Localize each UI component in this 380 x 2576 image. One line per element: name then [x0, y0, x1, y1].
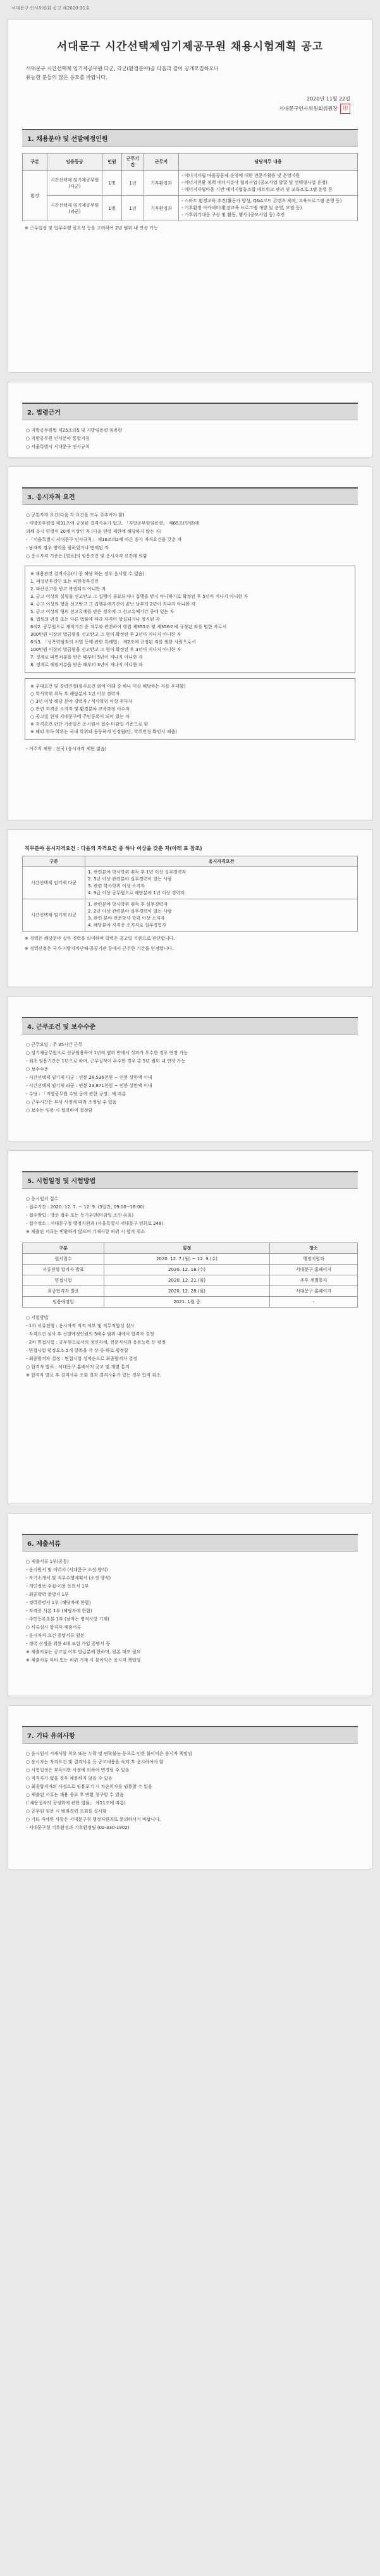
section-1-header: 1. 채용분야 및 선발예정인원	[22, 129, 358, 147]
th-group: 구분	[23, 154, 47, 171]
disqualification-box	[25, 566, 355, 673]
intro	[26, 64, 354, 82]
work-line: ○ 임기제공무원으로 신규임용하여 1년의 범위 안에서 성과가 우수한 경우 연장 가능	[26, 1050, 188, 1055]
notice-issuer: 서대문구인사위원회위원장 印	[22, 104, 350, 114]
misc-line: ○ 공무원 임용 시 범죄경력 조회를 실시함	[26, 1809, 107, 1814]
doc-line: - 주민등록초본 1부 (남자는 병적사항 기재)	[26, 1617, 109, 1622]
qual-line: ○ 공통자격 요건(다음 각 요건을 모두 갖추어야 함)	[26, 513, 125, 518]
qual-line: 의해 응시 연령이 20세 이상인 자 (다음 연령 제한에 해당하지 않는 자)	[26, 529, 162, 534]
misc-list	[26, 1750, 354, 1832]
cell-date: 2020. 12. 21.(월)	[104, 1275, 270, 1286]
schedule-line: ○ 응시원서 접수	[26, 1196, 59, 1201]
intro-line: 유능한 분들의 많은 응모를 바랍니다.	[26, 75, 107, 80]
misc-line: ○ 제출된 서류는 채용 종료 후 반환 청구할 수 있음	[26, 1792, 124, 1797]
table-note: ※ 근무일정 및 업무수행 필요성 등을 고려하여 2년 범위 내 연장 가능	[25, 226, 158, 231]
req-line: 1. 관련분야 학사학위 취득 후 1년 이상 실무경력자	[88, 870, 187, 875]
table-header-row	[23, 856, 358, 867]
spacer	[22, 1236, 358, 1242]
cell-date: 2020. 12. 28.(월)	[104, 1286, 270, 1297]
box-line: 4. 금고 이상의 형을 선고받고 그 집행유예기간이 끝난 날부터 2년이 지나지 아니한 자	[30, 602, 195, 607]
duty-line: - 기후환경 아카데미(환경교육 프로그램 개발 및 운영, 모임 등)	[181, 205, 302, 210]
qual-table-note: ※ 경력산정은 국가·지방자치단체·공공기관 등에서 근무한 기간을 인정합니다.	[25, 946, 174, 951]
schedule-list	[26, 1195, 354, 1236]
doc-line: - 경력 산정을 위한 4대 보험 가입 증명서 등	[26, 1641, 110, 1646]
cell-type: 시간선택제 임기제 다군	[23, 867, 85, 899]
cell-date: 2020. 12. 16.(수)	[104, 1265, 270, 1275]
work-line: - 수당 : 「지방공무원 수당 등에 관한 규정」에 따름	[26, 1091, 126, 1097]
work-line: - 시간선택제 임기제 다군 : 연봉 28,536천원 ~ 연봉 상한액 이내	[26, 1075, 152, 1080]
cell-period: 1년	[122, 171, 144, 196]
req-line: 3. 관련 학사학위 이상 소지자	[88, 884, 145, 889]
doc-line: ○ 제출서류 1부(공통)	[26, 1559, 69, 1564]
sheet-2	[8, 382, 372, 458]
qual-table	[22, 856, 358, 932]
table-row	[23, 899, 358, 932]
th-stage: 구분	[23, 1243, 104, 1254]
misc-line: ○ 적격자가 없을 경우 채용하지 않을 수 있음	[26, 1776, 113, 1781]
misc-line: ○ 응시원서 기재사항 착오 또는 누락 및 연락불능 등으로 인한 불이익은 응시자 책임임	[26, 1751, 192, 1756]
schedule-line: - 접수장소 : 서대문구청 행정지원과 (서울특별시 서대문구 연희로 248)	[26, 1221, 164, 1226]
qual-line: - 남자의 경우 병역을 필하였거나 면제된 자	[26, 545, 109, 550]
cell-type: 시간선택제 임기제 라군	[23, 899, 85, 932]
req-line: 1. 관련분야 학사학위 취득 후 실무경력자	[88, 902, 168, 907]
box-line: ※ 해외 취득 학위는 국내 학위와 동등하게 인정됨(단, 학위인정 확인서 제출)	[30, 729, 177, 734]
box-line: 3. 금고 이상의 실형을 선고받고 그 집행이 종료되거나 집행을 받지 아니하기로 확정된 후 5년이 지나지 아니한 자	[30, 594, 248, 599]
req-line: 4. 9급 이상 공무원으로 해당분야 1년 이상 경력자	[88, 890, 185, 896]
law-item: ○ 서울특별시 서대문구 인사규칙	[26, 444, 90, 449]
req-line: 2. 2년 이상 관련분야 실무경력이 있는 사람	[88, 909, 172, 914]
table-row	[23, 1297, 358, 1308]
box-line: ○ 관련 자격증 소지자 및 환경분야 교육과정 이수자	[30, 707, 130, 712]
docs-list	[26, 1558, 354, 1665]
duty-line: - 에너지자립 마을공동체 운영에 대한 전문가활용 및 운영지원	[181, 173, 300, 178]
doc-line: ○ 서류심사 합격자 제출서류	[26, 1625, 82, 1630]
seal-icon: 印	[340, 104, 350, 114]
notice-date: 2020년 11월 22일	[307, 96, 350, 102]
duty-line: - 기후위기대응 구상 및 활동, 행사 (공모사업 등) 추진	[181, 212, 285, 217]
work-list	[26, 1041, 354, 1115]
box-line: 6. 법원의 판결 또는 다른 법률에 따라 자격이 상실되거나 정지된 자	[30, 617, 160, 622]
misc-line: - 서대문구청 기후환경과 기후환경팀 (02-330-1902)	[26, 1825, 130, 1830]
qual-line: - 「서울특별시 서대문구 인사규칙」 제16조의2에 따른 응시 자격요건을 갖춘 자	[26, 537, 182, 542]
misc-line: ○ 기타 자세한 사항은 서대문구청 행정지원과로 문의하시기 바랍니다.	[26, 1817, 161, 1822]
doc-line: - 최종학력 증명서 1부	[26, 1592, 69, 1597]
section-6-header: 6. 제출서류	[22, 1534, 358, 1552]
method-line: - 1차 서류전형 : 응시자격 적격 여부 및 직무적합성 심사	[26, 1323, 135, 1328]
doc-line: - 경력증명서 1부 (해당자에 한함)	[26, 1600, 91, 1605]
table-row	[23, 867, 358, 899]
cell-date: 2021. 1월 중	[104, 1297, 270, 1308]
misc-line: ○ 시험일정은 부득이한 사정에 의하여 변경될 수 있음	[26, 1768, 130, 1773]
cell-stage: 임용예정일	[23, 1297, 104, 1308]
table-row	[23, 171, 358, 196]
cell-duties	[179, 171, 358, 196]
cell-stage: 최종합격자 발표	[23, 1286, 104, 1297]
cell-period: 1년	[122, 196, 144, 221]
doc-line: - 자격증 사본 1부 (해당자에 한함)	[26, 1608, 92, 1613]
sheet-7	[8, 1513, 372, 1696]
box-line: 2. 파산선고를 받고 복권되지 아니한 자	[30, 586, 106, 592]
req-line: 4. 해당분야 자격증 소지자로 실무경험자	[88, 923, 166, 928]
sheet-6	[8, 1150, 372, 1504]
sheet-5	[8, 996, 372, 1141]
schedule-table	[22, 1242, 358, 1308]
th-date: 일정	[104, 1243, 270, 1254]
schedule-line: ※ 제출된 서류는 반환하지 않으며 기재사항 허위 시 합격 취소	[26, 1229, 145, 1234]
th-grade: 임용등급	[47, 154, 102, 171]
box-line: ※ 채용관련 결격사유(이 중 해당 하는 경우 응시할 수 없음)	[30, 571, 145, 576]
cell-grade: 시간선택제 임기제공무원(다군)	[47, 171, 102, 196]
schedule-line: - 접수방법 : 방문 접수 또는 등기우편(마감일 소인 유효)	[26, 1213, 134, 1218]
section-3-header: 3. 응시자격 요건	[22, 487, 358, 505]
misc-line: ○ 응시자는 자격요건 및 결격사유 등 공고내용을 숙지 후 응시하여야 함	[26, 1759, 164, 1765]
cell-stage: 원서접수	[23, 1254, 104, 1265]
cell-stage: 서류전형 합격자 발표	[23, 1265, 104, 1275]
method-line: · 자격요건 심사 후 선발예정인원의 5배수 범위 내에서 합격자 결정	[26, 1332, 154, 1337]
spacer	[22, 1308, 358, 1314]
work-line: ○ 근무시간은 부서 사정에 따라 조정될 수 있음	[26, 1100, 117, 1105]
cell-requirements	[85, 867, 358, 899]
th-requirements: 응시자격요건	[85, 856, 358, 867]
table-row	[23, 1254, 358, 1265]
cell-count: 1명	[102, 196, 122, 221]
page-title: 서대문구 시간선택제임기제공무원 채용시험계획 공고	[56, 40, 324, 53]
cell-duties	[179, 196, 358, 221]
intro-line: 서대문구 시간선택제 임기제공무원 다군, 라군(환경분야)을 다음과 같이 공개모집하오니	[26, 66, 219, 71]
sheet-4	[8, 829, 372, 987]
cell-stage: 면접시험	[23, 1275, 104, 1286]
duty-line: - 스마트 환경교육 추진(활동가 양성, Q&A코드 콘텐츠 제작, 교육프로그램 운영 등)	[181, 198, 342, 204]
box-line: 300만원 이상의 벌금형을 선고받고 그 형이 확정된 후 2년이 지나지 아니한 자	[30, 632, 181, 637]
method-line: ○ 시험방법	[26, 1315, 49, 1320]
doc-line: - 응시원서 및 이력서 (서대문구 소정 양식)	[26, 1567, 108, 1572]
misc-line: (「채용절차의 공정화에 관한 법률」 제11조에 따름)	[26, 1801, 126, 1806]
duty-line: - 에너지자립마을 기반 에너지협동조합 네트워크 관리 및 교육프로그램 운영 등	[181, 187, 333, 192]
method-line: ○ 합격자 발표 : 서대문구 홈페이지 공고 및 개별 통지	[26, 1364, 130, 1370]
th-place: 근무지	[144, 154, 179, 171]
method-line: - 2차 면접시험 : 공무원으로서의 정신자세, 전문지식과 응용능력 등 평정	[26, 1340, 166, 1345]
th-type: 구분	[23, 856, 85, 867]
box-line: 100만원 이상의 벌금형을 선고받고 그 형이 확정된 후 3년이 지나지 아니한 자	[30, 647, 181, 652]
doc-line: ※ 제출서류 미비 또는 허위 기재 시 불이익은 응시자 책임임	[26, 1658, 141, 1663]
cell-place: 기후환경과	[144, 171, 179, 196]
table-row	[23, 1265, 358, 1275]
method-line: - 최종합격자 결정 : 면접시험 성적순으로 최종합격자 결정	[26, 1356, 137, 1361]
law-item: ○ 지방공무원법 제25조의5 및 지방임용령 임용령	[26, 428, 123, 433]
table-row	[23, 1286, 358, 1297]
qual-table-note: ※ 경력은 해당분야 실무 경력을 의미하며 학력은 공고일 기준으로 판단합니다.	[25, 936, 175, 941]
recruit-table	[22, 153, 358, 221]
misc-line: ○ 최종합격자의 사정으로 임용포기 시 차순위자를 임용할 수 있음	[26, 1784, 152, 1789]
box-line: ○ 3년 이상 해당 분야 경력자 / 석사학위 이상 취득자	[30, 699, 133, 704]
cell-date: 2020. 12. 7.(월) ~ 12. 9.(수)	[104, 1254, 270, 1265]
date-block	[22, 95, 350, 114]
table-header-row	[23, 1243, 358, 1254]
schedule-line: - 접수기간 : 2020. 12. 7. ~ 12. 9. (3일간, 09:00~18:00)	[26, 1205, 145, 1210]
work-line: ○ 근무요일 : 주 35시간 근무	[26, 1042, 83, 1047]
table-row	[23, 1275, 358, 1286]
doc-line: - 응시자격 요건 증빙서류 원본	[26, 1633, 85, 1638]
cell-location: 행정지원과	[270, 1254, 358, 1265]
table-row	[23, 196, 358, 221]
doc-line: - 자기소개서 및 직무수행계획서 (소정 양식)	[26, 1576, 111, 1581]
box-line: ○ 학사학위 취득 후 해당분야 1년 이상 경력자	[30, 691, 120, 696]
box-line: 7. 징계로 파면처분을 받은 때부터 5년이 지나지 아니한 자	[30, 655, 143, 660]
box-line: 6의2. 공무원으로 재직기간 중 직무와 관련하여 형법 제355조 및 제356조에 규정된 죄를 범한 자로서	[30, 624, 227, 629]
qual-list	[26, 511, 354, 561]
cell-location: 서대문구 홈페이지	[270, 1286, 358, 1297]
method-list	[26, 1314, 354, 1380]
method-line: · 면접시험 평정요소 5개 항목을 각 상·중·하로 평정함	[26, 1348, 128, 1353]
qual-footer	[26, 745, 354, 753]
preference-box	[25, 678, 355, 740]
duty-line: - 에너지전환 정책 에너지분야 협치사업 (공모사업 발굴 및 선택형사업 운영)	[181, 180, 328, 185]
req-line: 2. 3년 이상 관련분야 실무경력이 있는 사람	[88, 877, 172, 882]
work-line: - 시간선택제 임기제 라군 : 연봉 23,871천원 ~ 연봉 상한액 이내	[26, 1083, 152, 1088]
qual-table-caption: 직무분야 응시자격요건 : 다음의 자격요건 중 하나 이상을 갖춘 자(아래 표 참조)	[25, 846, 202, 851]
sheet-3	[8, 466, 372, 820]
law-item: ○ 지방공무원 인사분야 통합지침	[26, 436, 90, 441]
qual-footer-line: - 거주지 제한 : 전국 (응시자격 제한 없음)	[26, 746, 107, 751]
cell-location: 추후 개별통지	[270, 1275, 358, 1286]
sheet-8	[8, 1705, 372, 1869]
cell-count: 1명	[102, 171, 122, 196]
box-line: 5. 금고 이상의 형의 선고유예를 받은 경우에 그 선고유예기간 중에 있는 자	[30, 609, 175, 614]
doc-line: - 개인정보 수집·이용 동의서 1부	[26, 1584, 89, 1589]
section-4-header: 4. 근무조건 및 보수수준	[22, 1017, 358, 1035]
cell-group: 환경	[23, 171, 47, 221]
section-2-header: 2. 법령근거	[22, 403, 358, 420]
work-line: ○ 보수는 임용 시 협의하여 결정함	[26, 1108, 93, 1113]
box-line: ○ 공고일 현재 서대문구에 주민등록이 되어 있는 자	[30, 714, 130, 719]
qual-line: ○ 응시자격 기준은 [별표]의 임용조건 및 응시자격 요건에 의함	[26, 554, 147, 559]
doc-line: ※ 제출서류는 공고일 이후 발급분에 한하며, 원본 대조 필요	[26, 1649, 141, 1655]
section-7-header: 7. 기타 유의사항	[22, 1726, 358, 1744]
th-location: 장소	[270, 1243, 358, 1254]
doc-number: 서대문구 인사위원회 공고 제2020-31호	[11, 6, 90, 11]
qual-line: - 지방공무원법 제31조에 규정된 결격사유가 없고, 「지방공무원임용령」 제65조(연령)에	[26, 521, 199, 526]
sheet-1	[8, 19, 372, 373]
table-header-row	[23, 154, 358, 171]
box-line: ※ 자격요건 판단 기준일은 응시원서 접수 마감일 기준으로 함	[30, 722, 148, 727]
box-line: 8. 징계로 해임처분을 받은 때부터 3년이 지나지 아니한 자	[30, 662, 143, 667]
th-period: 근무기간	[122, 154, 144, 171]
box-line: ※ 우대요건 및 경력인정(필수요건 외에 아래 중 하나 이상 해당하는 자를 우대함)	[30, 684, 186, 689]
th-count: 인원	[102, 154, 122, 171]
work-line: - 최초 임용기간은 1년으로 하며, 근무실적이 우수한 경우 총 5년 범위 내 연장 가능	[26, 1059, 186, 1064]
section-5-header: 5. 시험일정 및 시험방법	[22, 1171, 358, 1189]
cell-grade: 시간선택제 임기제공무원(라군)	[47, 196, 102, 221]
cell-location: -	[270, 1297, 358, 1308]
req-line: 3. 관련 분야 전문학사 학위 이상 소지자	[88, 916, 165, 921]
cell-location: 서대문구 홈페이지	[270, 1265, 358, 1275]
box-line: 6의3. 「성폭력범죄의 처벌 등에 관한 특례법」 제2조에 규정된 죄를 범한 사람으로서	[30, 640, 196, 645]
cell-place: 기후환경과	[144, 196, 179, 221]
cell-requirements	[85, 899, 358, 932]
method-line: ※ 합격자 발표 후 결격사유 조회 결과 결격사유가 있는 경우 합격 취소	[26, 1373, 161, 1378]
work-line: ○ 보수수준	[26, 1067, 49, 1072]
law-list	[26, 427, 354, 451]
box-line: 1. 피성년후견인 또는 피한정후견인	[30, 579, 99, 584]
th-duties: 담당직무 내용	[179, 154, 358, 171]
